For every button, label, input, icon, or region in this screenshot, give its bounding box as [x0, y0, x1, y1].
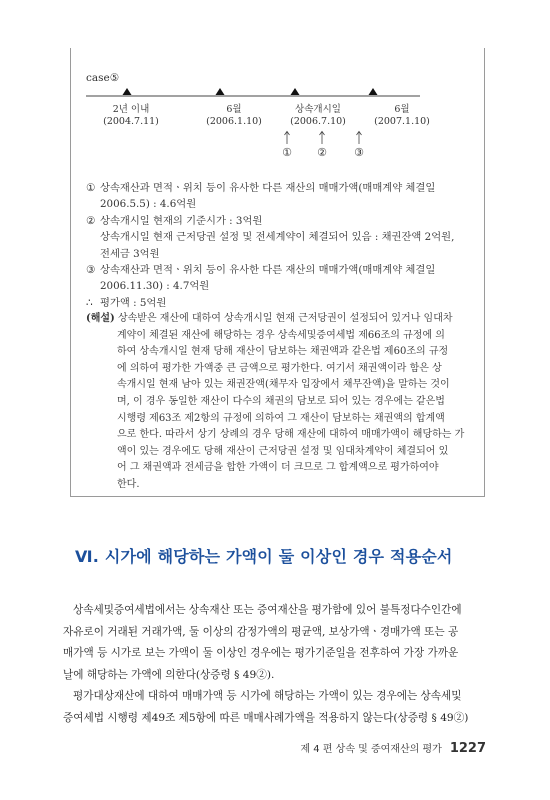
explanation-line: 어 그 채권액과 전세금을 합한 가액이 더 크므로 그 합계액으로 평가하여야 [117, 462, 439, 474]
timeline-triangle-1 [123, 88, 132, 95]
list-item-continuation: 전세금 3억원 [100, 247, 160, 260]
body-line: 자유로이 거래된 거래가액, 둘 이상의 감정가액의 평균액, 보상가액ㆍ경매가액 또는 공 [63, 625, 459, 638]
body-text [63, 600, 488, 730]
explanation-first-line: (해설) 상속받은 재산에 대하여 상속개시일 현재 근저당권이 설정되어 있거나 임대차 [86, 313, 453, 324]
list-item: ② 상속개시일 현재의 기준시가 : 3억원 [86, 214, 263, 227]
explanation-line: 한다. [117, 478, 140, 490]
condition-list [86, 180, 474, 311]
list-item-continuation: 2006.11.30) : 4.7억원 [100, 280, 210, 293]
list-item: ③ 상속재산과 면적ㆍ위치 등이 유사한 다른 재산의 매매가액(매매계약 체결일 [86, 264, 436, 277]
list-item-continuation: 2006.5.5) : 4.6억원 [100, 198, 197, 211]
timeline-date-2: (2006.1.10) [206, 116, 262, 127]
list-item-continuation: 상속개시일 현재 근저당권 설정 및 전세계약이 체결되어 있음 : 채권잔액 2억원, [100, 231, 455, 244]
timeline-triangle-4 [369, 88, 378, 95]
timeline-triangle-3 [291, 88, 300, 95]
timeline-date-3: (2006.7.10) [290, 116, 346, 127]
timeline-marker-2: ② [317, 146, 327, 159]
section-title: Ⅵ. 시가에 해당하는 가액이 둘 이상인 경우 적용순서 [75, 547, 453, 566]
explanation-line: 속개시일 현재 남아 있는 채권잔액(채무자 입장에서 채무잔액)을 말하는 것이 [117, 379, 450, 391]
up-arrow-icon [357, 132, 362, 145]
timeline-label-3: 상속개시일 [295, 104, 341, 115]
timeline-label-2: 6월 [226, 104, 242, 115]
timeline-date-4: (2007.1.10) [374, 116, 430, 127]
list-item: ① 상속재산과 면적ㆍ위치 등이 유사한 다른 재산의 매매가액(매매계약 체결일 [86, 182, 436, 194]
list-item: ∴ 평가액 : 5억원 [86, 296, 167, 309]
explanation-line: 시행령 제63조 제2항의 규정에 의하여 그 재산이 담보하는 채권액의 합계액 [117, 412, 445, 424]
explanation-line: 며, 이 경우 동일한 재산이 다수의 채권의 담보로 되어 있는 경우에는 같은법 [117, 395, 445, 407]
timeline-triangle-2 [216, 88, 225, 95]
page-footer [300, 740, 486, 756]
explanation-line: 으로 한다. 따라서 상기 상례의 경우 당해 재산에 대하여 매매가액이 해당하는 가 [117, 429, 465, 441]
case-label: case⑤ [86, 72, 120, 84]
explanation-line: 에 의하여 평가한 가액중 큰 금액으로 평가한다. 여기서 채권액이라 함은 상 [117, 362, 442, 374]
footer-chapter: 제 4 편 상속 및 증여재산의 평가 [300, 744, 442, 755]
timeline-marker-3: ③ [354, 146, 364, 159]
explanation-line: 액이 있는 경우에도 당해 재산이 근저당권 설정 및 임대차계약이 체결되어 있 [117, 445, 449, 457]
body-line: 증여세법 시행령 제49조 제5항에 따른 매매사례가액을 적용하지 않는다(상증령 § 49②) [63, 711, 469, 724]
timeline-label-4: 6월 [394, 104, 410, 115]
explanation-line: 계약이 체결된 재산에 해당하는 경우 상속세및증여세법 제66조의 규정에 의 [117, 329, 445, 341]
timeline-marker-1: ① [282, 146, 292, 159]
explanation-line: 하여 상속개시일 현재 당해 재산이 담보하는 채권액과 같은법 제60조의 규정 [117, 346, 449, 358]
body-line: 평가대상재산에 대하여 매매가액 등 시가에 해당하는 가액이 있는 경우에는 상속세및 [73, 690, 462, 703]
body-line: 상속세및증여세법에서는 상속재산 또는 증여재산을 평가함에 있어 불특정다수인간에 [73, 604, 462, 616]
up-arrow-icon [285, 132, 290, 145]
explanation [86, 311, 476, 494]
body-line: 날에 해당하는 가액에 의한다(상증령 § 49②). [63, 668, 275, 681]
body-line: 매가액 등 시가로 보는 가액이 둘 이상인 경우에는 평가기준일을 전후하여 가장 가까운 [63, 647, 459, 660]
up-arrow-icon [320, 132, 325, 145]
timeline-date-1: (2004.7.11) [103, 116, 159, 127]
page-number: 1227 [449, 741, 486, 756]
timeline-label-1: 2년 이내 [112, 104, 150, 115]
explanation-label: (해설) [86, 313, 115, 324]
